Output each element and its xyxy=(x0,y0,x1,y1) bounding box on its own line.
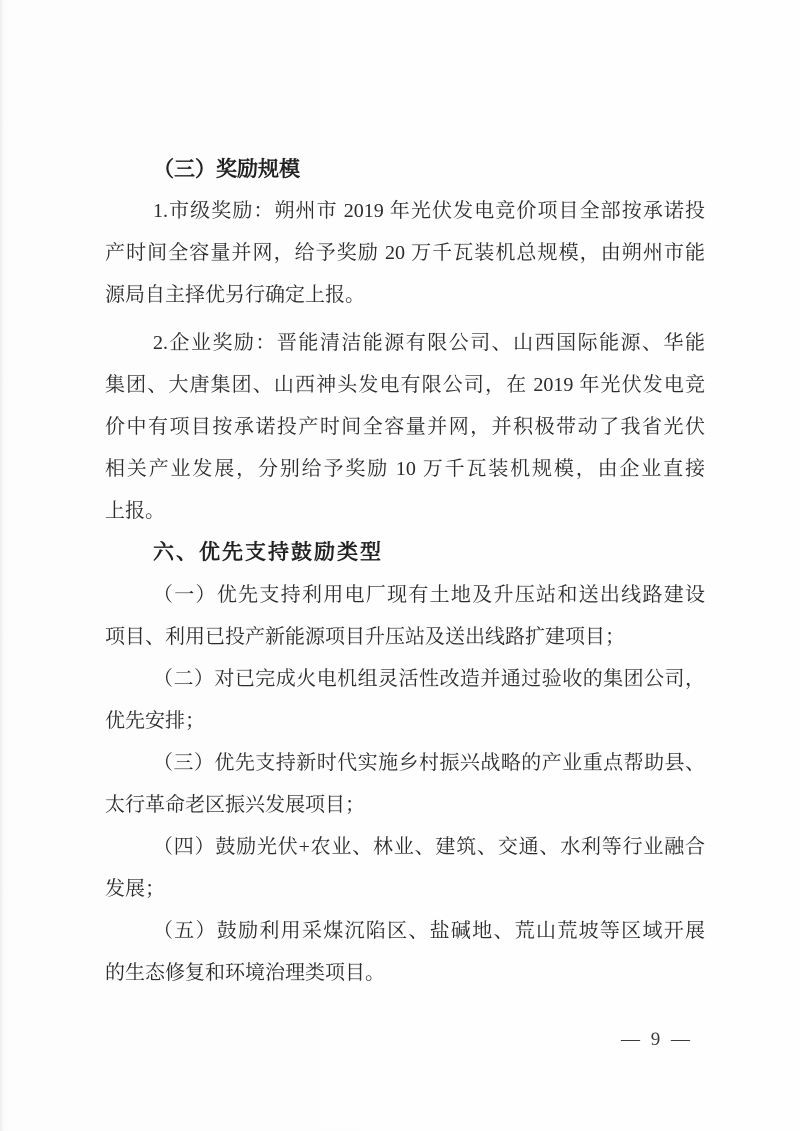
priority-item-5-line-2: 的生态修复和环境治理类项目。 xyxy=(105,962,385,984)
city-reward-line-3: 源局自主择优另行确定上报。 xyxy=(105,284,365,306)
heading-reward-scale: （三）奖励规模 xyxy=(153,157,300,181)
enterprise-reward-line-2: 集团、大唐集团、山西神头发电有限公司，在 2019 年光伏发电竞 xyxy=(105,374,705,396)
document-body xyxy=(105,148,705,994)
enterprise-reward-line-4: 相关产业发展，分别给予奖励 10 万千瓦装机规模，由企业直接 xyxy=(105,458,705,480)
enterprise-reward-line-1: 2.企业奖励：晋能清洁能源有限公司、山西国际能源、华能 xyxy=(153,332,705,354)
enterprise-reward-line-5: 上报。 xyxy=(105,500,165,522)
priority-item-1-line-2: 项目、利用已投产新能源项目升压站及送出线路扩建项目； xyxy=(105,626,625,648)
priority-item-2-line-1: （二）对已完成火电机组灵活性改造并通过验收的集团公司， xyxy=(153,668,705,690)
page-number: — 9 — xyxy=(621,1029,693,1050)
priority-item-1-line-1: （一）优先支持利用电厂现有土地及升压站和送出线路建设 xyxy=(153,584,705,606)
priority-item-2-line-2: 优先安排； xyxy=(105,710,205,732)
priority-item-4-line-1: （四）鼓励光伏+农业、林业、建筑、交通、水利等行业融合 xyxy=(153,836,705,858)
priority-item-3-line-2: 太行革命老区振兴发展项目； xyxy=(105,794,365,816)
city-reward-line-2: 产时间全容量并网，给予奖励 20 万千瓦装机总规模，由朔州市能 xyxy=(105,242,705,264)
city-reward-line-1: 1.市级奖励：朔州市 2019 年光伏发电竞价项目全部按承诺投 xyxy=(153,200,705,222)
priority-item-5-line-1: （五）鼓励利用采煤沉陷区、盐碱地、荒山荒坡等区域开展 xyxy=(153,920,705,942)
priority-item-4-line-2: 发展； xyxy=(105,878,165,900)
enterprise-reward-line-3: 价中有项目按承诺投产时间全容量并网，并积极带动了我省光伏 xyxy=(105,416,705,438)
heading-priority-support-types: 六、优先支持鼓励类型 xyxy=(153,541,383,564)
priority-item-3-line-1: （三）优先支持新时代实施乡村振兴战略的产业重点帮助县、 xyxy=(153,752,705,774)
